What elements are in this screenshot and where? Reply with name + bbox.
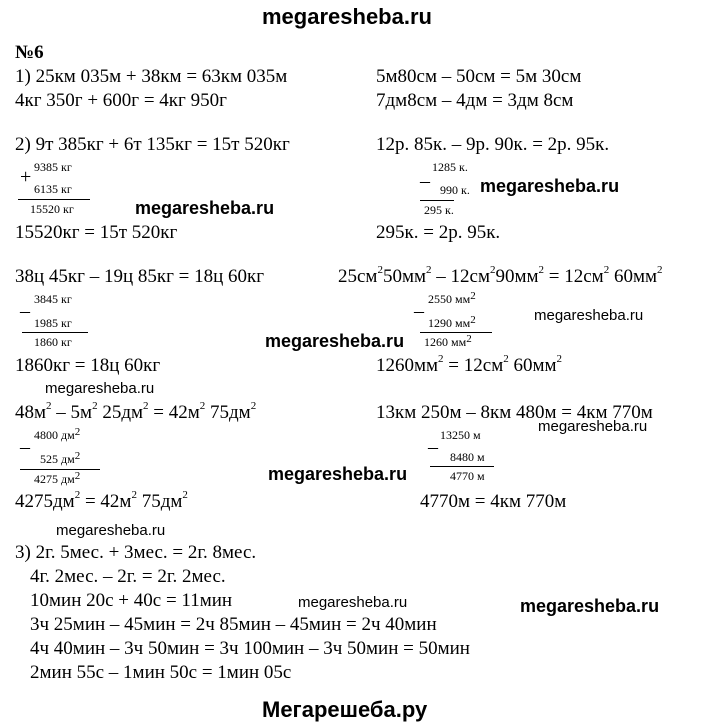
- line-11: 10мин 20с + 40с = 11мин: [30, 590, 233, 611]
- column-4-top: 2550 $мм^2$: [428, 290, 476, 306]
- column-1-result: 15520 кг: [30, 202, 74, 216]
- line-5-left: 38ц 45кг – 19ц 85кг = 18ц 60кг: [15, 266, 265, 287]
- column-6-rule: [430, 466, 494, 467]
- column-3-middle: 1985 кг: [34, 316, 72, 330]
- column-6-result: 4770 м: [450, 469, 485, 483]
- column-4-rule: [420, 332, 492, 333]
- column-2-result: 295 к.: [424, 203, 454, 217]
- column-2-top: 1285 к.: [432, 160, 468, 174]
- column-3-minus-sign: –: [20, 300, 30, 322]
- column-3-top: 3845 кг: [34, 292, 72, 306]
- line-6-right: $1260мм^2 = 12см^2$ $60мм^2$: [376, 353, 563, 376]
- watermark-4: megaresheba.ru: [265, 331, 405, 351]
- column-6-top: 13250 м: [440, 428, 481, 442]
- column-1-rule: [18, 199, 90, 200]
- watermark-3: megaresheba.ru: [534, 307, 644, 324]
- footer-watermark: Мегарешеба.ру: [262, 697, 428, 722]
- task-number: №6: [15, 42, 44, 63]
- line-13: 4ч 40мин – 3ч 50мин = 3ч 100мин – 3ч 50мин = 50мин: [30, 638, 470, 659]
- column-2-minus-sign: –: [420, 170, 430, 192]
- line-1-left: 1) 25км 035м + 38км = 63км 035м: [15, 66, 288, 87]
- header-watermark: megaresheba.ru: [262, 4, 432, 29]
- column-1-top: 9385 кг: [34, 160, 72, 174]
- line-3-left: 2) 9т 385кг + 6т 135кг = 15т 520кг: [15, 134, 290, 155]
- watermark-8: megaresheba.ru: [56, 522, 166, 539]
- line-7-left: $48м^2 - 5м^2$ $25дм^2 = 42м^2$ $75дм^2$: [15, 400, 257, 423]
- line-1-right: 5м80см – 50см = 5м 30см: [376, 66, 582, 87]
- watermark-6: megaresheba.ru: [538, 418, 648, 435]
- line-8-right: 4770м = 4км 770м: [420, 491, 567, 512]
- line-6-left: 1860кг = 18ц 60кг: [15, 355, 161, 376]
- column-6-minus-sign: –: [428, 436, 438, 458]
- column-5-rule: [20, 469, 100, 470]
- column-4-middle: 1290 $мм^2$: [428, 314, 476, 330]
- column-3-result: 1860 кг: [34, 335, 72, 349]
- watermark-2: megaresheba.ru: [135, 198, 275, 218]
- line-2-left: 4кг 350г + 600г = 4кг 950г: [15, 90, 227, 111]
- line-4-right: 295к. = 2р. 95к.: [376, 222, 501, 243]
- line-7-right: 13км 250м – 8км 480м = 4км 770м: [376, 402, 653, 423]
- watermark-9: megaresheba.ru: [298, 594, 408, 611]
- line-2-right: 7дм8см – 4дм = 3дм 8см: [376, 90, 574, 111]
- watermark-5: megaresheba.ru: [45, 380, 155, 397]
- column-4-result: 1260 $мм^2$: [424, 333, 472, 349]
- line-5-right: $25см^250мм^2 - 12см^290мм^2 = 12см^2$ $60мм^2$: [338, 264, 663, 287]
- watermark-1: megaresheba.ru: [480, 176, 620, 196]
- column-5-result: 4275 $дм^2$: [34, 470, 81, 486]
- line-9: 3) 2г. 5мес. + 3мес. = 2г. 8мес.: [15, 542, 257, 563]
- column-2-rule: [420, 200, 454, 201]
- line-14: 2мин 55с – 1мин 50с = 1мин 05с: [30, 662, 292, 683]
- line-4-left: 15520кг = 15т 520кг: [15, 222, 178, 243]
- line-12: 3ч 25мин – 45мин = 2ч 85мин – 45мин = 2ч 40мин: [30, 614, 437, 635]
- column-5-minus-sign: –: [20, 436, 30, 458]
- column-2-middle: 990 к.: [440, 183, 470, 197]
- column-plus-sign: +: [20, 166, 32, 188]
- column-5-middle: 525 $дм^2$: [40, 450, 81, 466]
- column-6-middle: 8480 м: [450, 450, 485, 464]
- line-10: 4г. 2мес. – 2г. = 2г. 2мес.: [30, 566, 226, 587]
- watermark-10: megaresheba.ru: [520, 596, 660, 616]
- watermark-7: megaresheba.ru: [268, 464, 408, 484]
- column-1-middle: 6135 кг: [34, 182, 72, 196]
- column-5-top: 4800 $дм^2$: [34, 426, 81, 442]
- line-3-right: 12р. 85к. – 9р. 90к. = 2р. 95к.: [376, 134, 610, 155]
- column-3-rule: [22, 332, 88, 333]
- column-4-minus-sign: –: [414, 300, 424, 322]
- line-8-left: $4275дм^2 = 42м^2$ $75дм^2$: [15, 489, 188, 512]
